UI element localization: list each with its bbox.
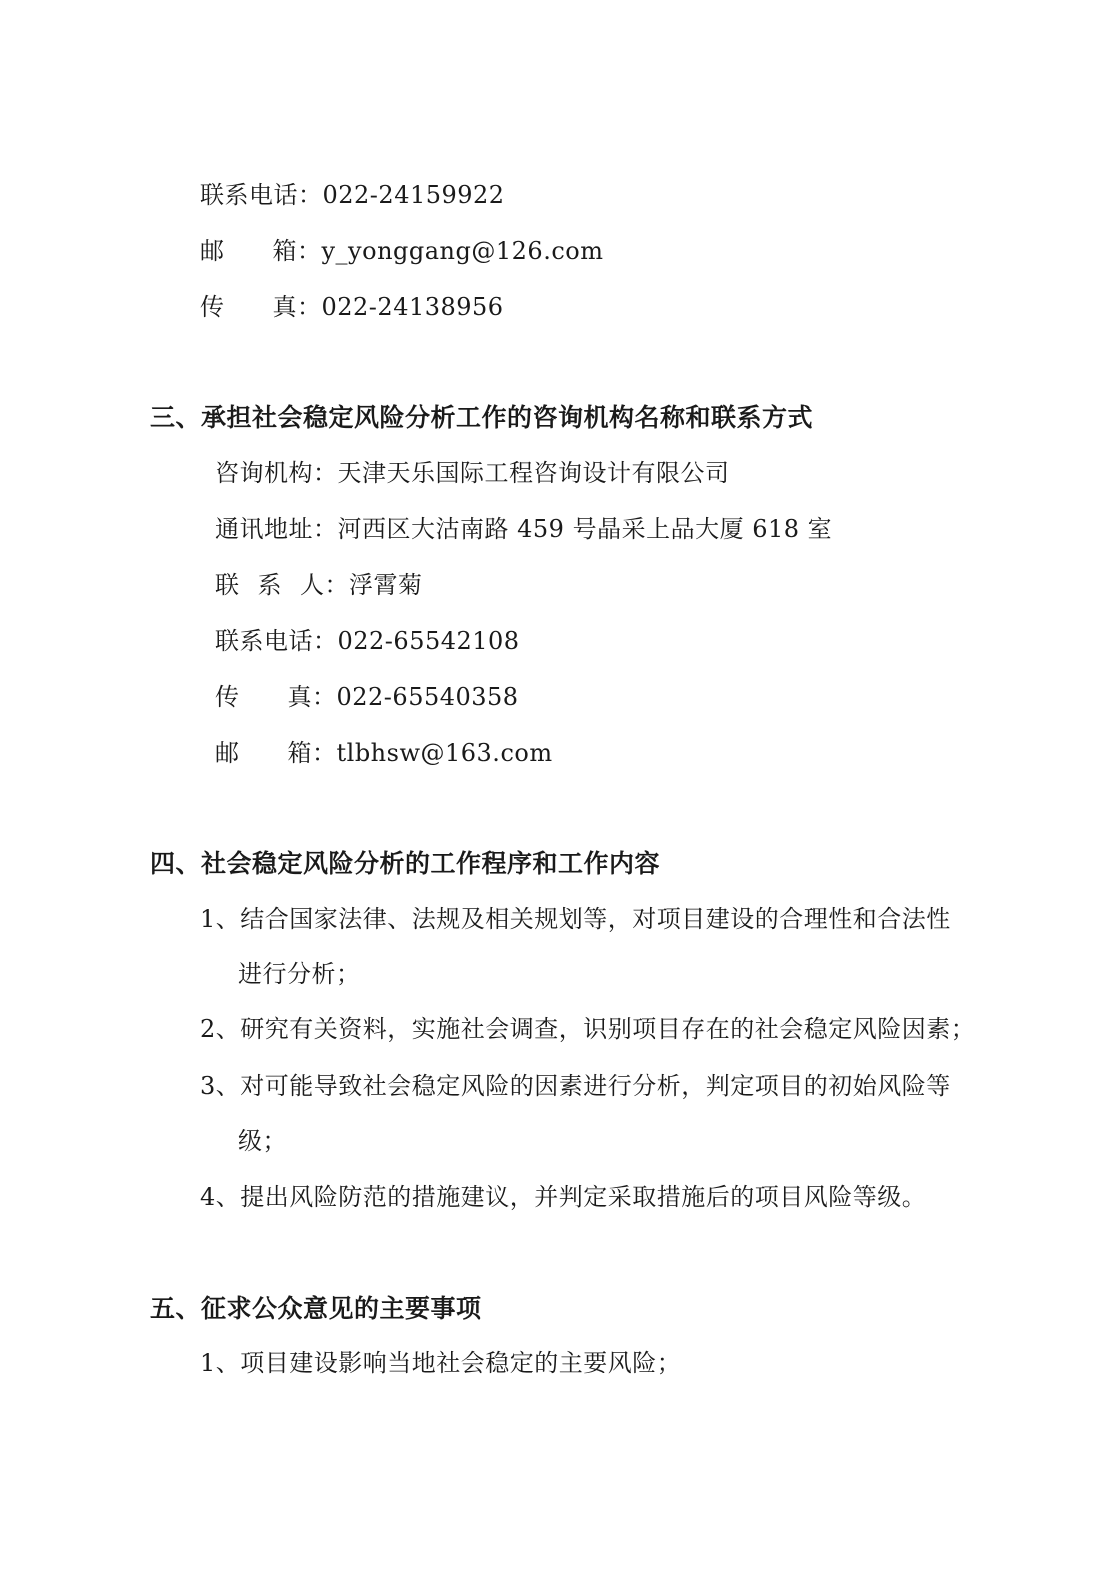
separator: ：	[312, 683, 337, 711]
section3-heading: 三、承担社会稳定风险分析工作的咨询机构名称和联系方式	[150, 403, 814, 432]
agency-label: 咨询机构	[215, 459, 313, 487]
agency-phone-line	[215, 627, 520, 655]
separator: ：	[297, 237, 322, 265]
separator: ：	[297, 293, 322, 321]
separator: ：	[298, 181, 323, 209]
agency-value: 天津天乐国际工程咨询设计有限公司	[337, 459, 730, 487]
address-label: 通讯地址	[215, 515, 313, 543]
sponsor-fax-label: 传 真	[200, 293, 297, 321]
contact-person-line	[215, 571, 423, 599]
section4-item1-line1: 1、结合国家法律、法规及相关规划等，对项目建设的合理性和合法性	[200, 905, 951, 933]
section4-item1-line2: 进行分析；	[238, 960, 361, 988]
section4-item3-line1: 3、对可能导致社会稳定风险的因素进行分析，判定项目的初始风险等	[200, 1072, 951, 1100]
agency-email-value: tlbhsw@163.com	[336, 739, 553, 767]
agency-email-line	[215, 739, 553, 767]
agency-fax-value: 022-65540358	[336, 683, 519, 711]
section5-heading: 五、征求公众意见的主要事项	[150, 1294, 482, 1323]
section5-item1: 1、项目建设影响当地社会稳定的主要风险；	[200, 1349, 682, 1377]
section4-item3-line2: 级；	[238, 1127, 287, 1155]
contact-person-label: 联 系 人	[215, 571, 325, 599]
section4-item4: 4、提出风险防范的措施建议，并判定采取措施后的项目风险等级。	[200, 1183, 927, 1211]
sponsor-phone-line	[200, 181, 505, 209]
address-line	[215, 515, 832, 543]
separator: ：	[324, 571, 349, 599]
agency-email-label: 邮 箱	[215, 739, 312, 767]
section4-item2: 2、研究有关资料，实施社会调查，识别项目存在的社会稳定风险因素；	[200, 1015, 976, 1043]
sponsor-email-label: 邮 箱	[200, 237, 297, 265]
address-value: 河西区大沽南路 459 号晶采上品大厦 618 室	[337, 515, 833, 543]
sponsor-phone-value: 022-24159922	[322, 181, 505, 209]
agency-line	[215, 459, 730, 487]
contact-person-value: 浮霄菊	[349, 571, 423, 599]
agency-phone-label: 联系电话	[215, 627, 313, 655]
sponsor-fax-value: 022-24138956	[321, 293, 504, 321]
sponsor-fax-line	[200, 293, 504, 321]
separator: ：	[313, 627, 338, 655]
agency-fax-label: 传 真	[215, 683, 312, 711]
sponsor-phone-label: 联系电话	[200, 181, 298, 209]
separator: ：	[313, 515, 338, 543]
separator: ：	[312, 739, 337, 767]
agency-phone-value: 022-65542108	[337, 627, 520, 655]
sponsor-email-line	[200, 237, 603, 265]
sponsor-email-value: y_yonggang@126.com	[321, 237, 604, 265]
section4-heading: 四、社会稳定风险分析的工作程序和工作内容	[150, 849, 661, 878]
separator: ：	[313, 459, 338, 487]
agency-fax-line	[215, 683, 519, 711]
